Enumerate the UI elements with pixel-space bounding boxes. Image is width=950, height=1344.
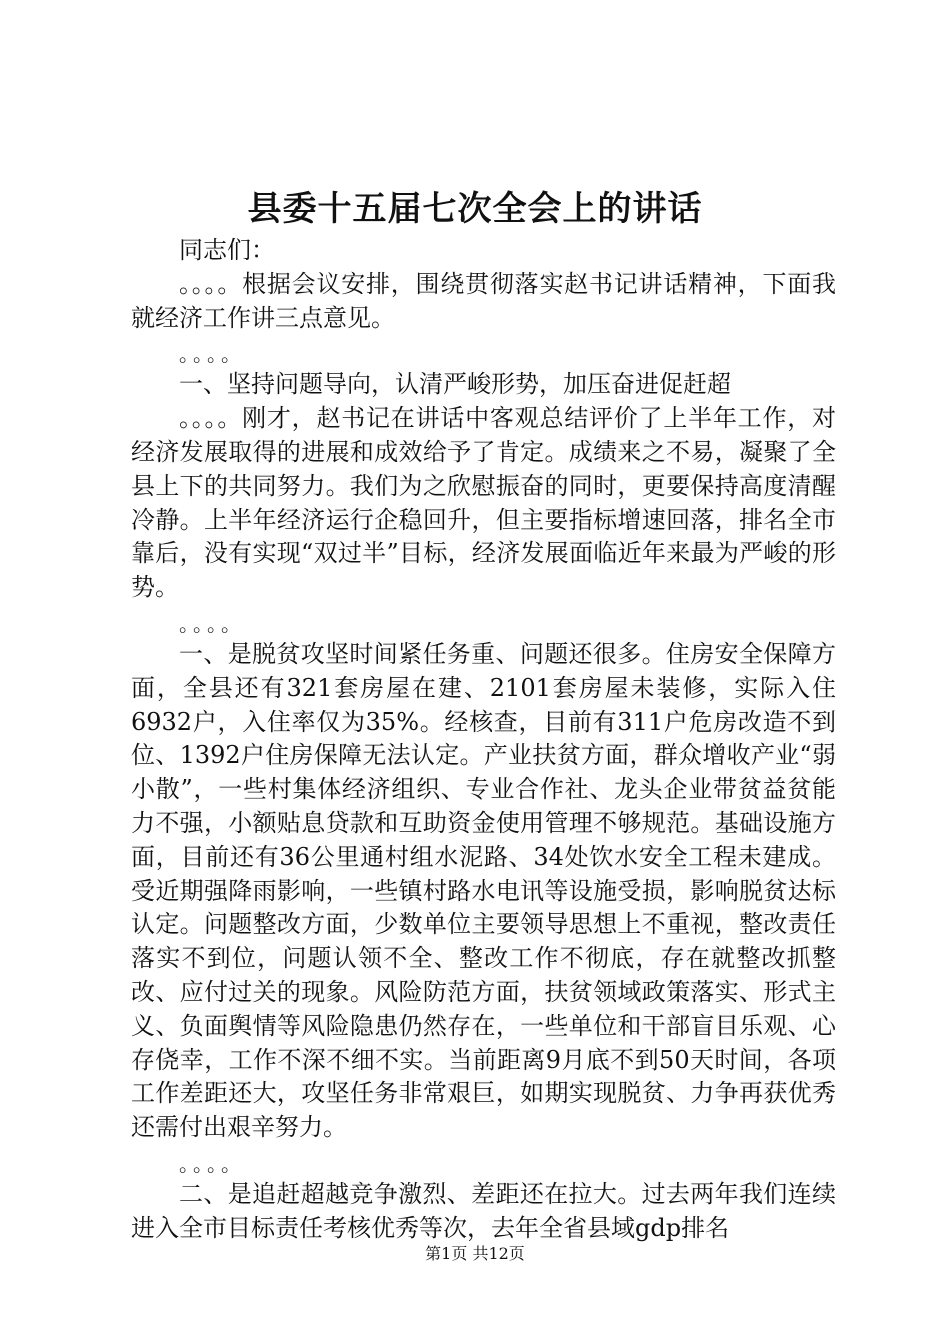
dot-separator: 。。。。 [179,1151,245,1176]
paragraph: 。。。。刚才，赵书记在讲话中客观总结评价了上半年工作，对经济发展取得的进展和成效给予了肯定。成绩来之不易，凝聚了全县上下的共同努力。我们为之欣慰振奋的同时，更要保持高度清醒冷静。上半年经济运行企稳回升，但主要指标增速回落，排名全市靠后，没有实现“双过半”目标，经济发展面临近年来最为严峻的形势。 [131,404,836,602]
page-number: 第1页 共12页 [425,1244,525,1263]
dot-separator: 。。。。 [179,342,245,367]
dot-separator: 。。。。 [179,611,245,636]
paragraph: 一、是脱贫攻坚时间紧任务重、问题还很多。住房安全保障方面，全县还有321套房屋在建、2101套房屋未装修，实际入住6932户，入住率仅为35%。经核查，目前有311户危房改造不到位、1392户住房保障无法认定。产业扶贫方面，群众增收产业“弱小散”，一些村集体经济组织、专业合作社、龙头企业带贫益贫能力不强，小额贴息贷款和互助资金使用管理不够规范。基础设施方面，目前还有36公里通村组水泥路、34处饮水安全工程未建成。受近期强降雨影响，一些镇村路水电讯等设施受损，影响脱贫达标认定。问题整改方面，少数单位主要领导思想上不重视，整改责任落实不到位，问题认领不全、整改工作不彻底，存在就整改抓整改、应付过关的现象。风险防范方面，扶贫领域政策落实、形式主义、负面舆情等风险隐患仍然存在，一些单位和干部盲目乐观、心存侥幸，工作不深不细不实。当前距离9月底不到50天时间，各项工作差距还大，攻坚任务非常艰巨，如期实现脱贫、力争再获优秀还需付出艰辛努力。 [131,639,836,1142]
paragraph: 。。。。根据会议安排，围绕贯彻落实赵书记讲话精神，下面我就经济工作讲三点意见。 [131,269,836,332]
paragraph: 二、是追赶超越竞争激烈、差距还在拉大。过去两年我们连续进入全市目标责任考核优秀等次，去年全省县域gdp排名 [131,1179,836,1242]
document-title: 县委十五届七次全会上的讲话 [247,189,703,229]
section-heading: 一、坚持问题导向，认清严峻形势，加压奋进促赶超 [179,370,731,399]
document-body [131,234,836,1246]
salutation: 同志们： [179,236,275,264]
